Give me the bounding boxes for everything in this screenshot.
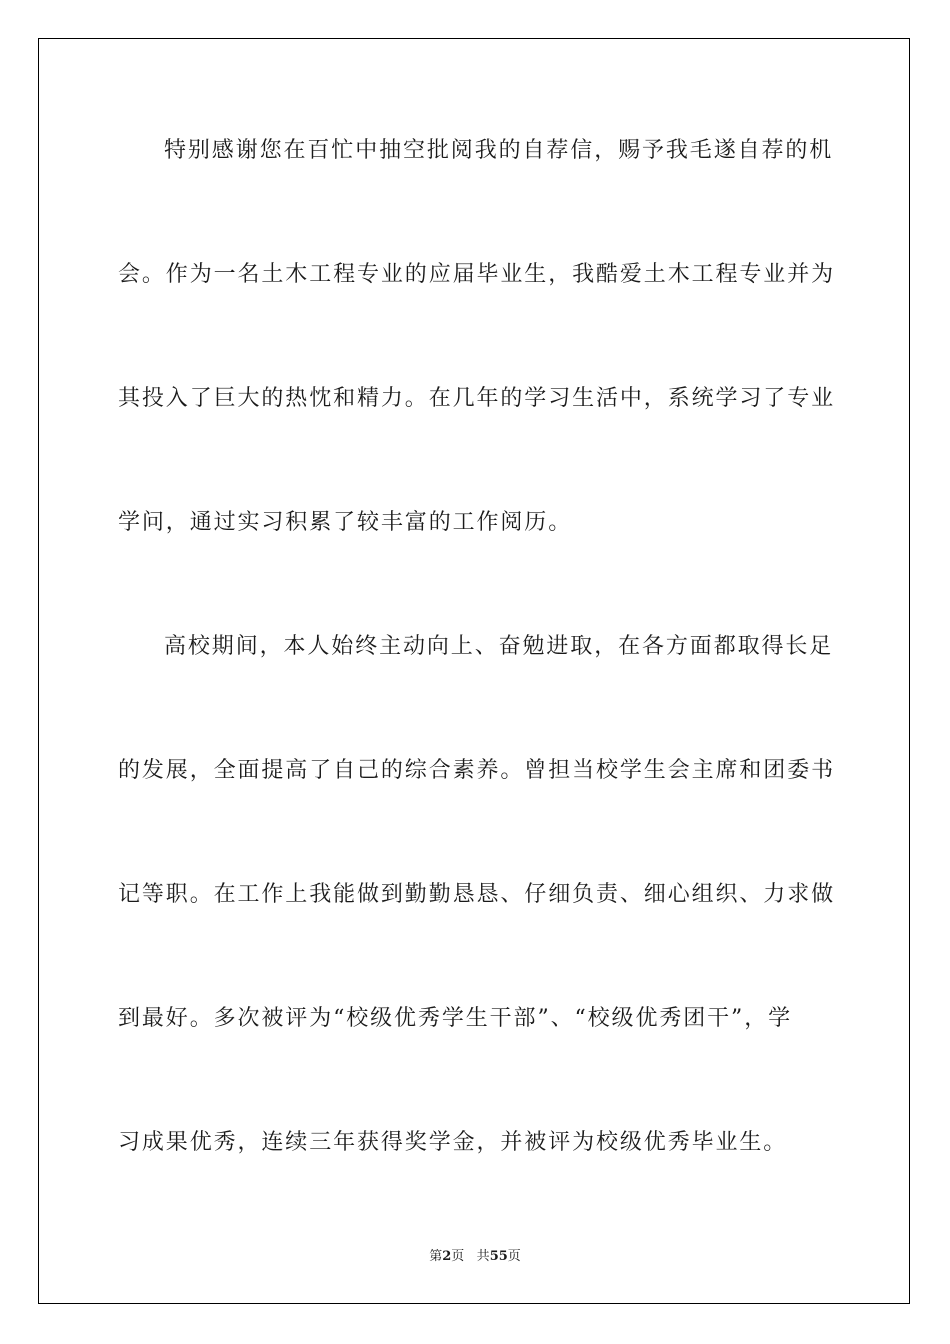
paragraph-line: 的发展，全面提高了自己的综合素养。曾担当校学生会主席和团委书 <box>118 758 836 783</box>
paragraph-line: 会。作为一名土木工程专业的应届毕业生，我酷爱土木工程专业并为 <box>118 262 836 287</box>
page-border <box>38 38 910 1304</box>
page-prefix: 第 <box>429 1249 443 1264</box>
paragraph-line: 记等职。在工作上我能做到勤勤恳恳、仔细负责、细心组织、力求做 <box>118 882 836 907</box>
page-number: 2 <box>442 1249 452 1264</box>
paragraph-line: 学问，通过实习积累了较丰富的工作阅历。 <box>118 510 573 535</box>
paragraph-line: 高校期间，本人始终主动向上、奋勉进取，在各方面都取得长足 <box>164 634 834 659</box>
total-prefix: 共 <box>476 1249 490 1264</box>
total-pages: 55 <box>489 1249 508 1264</box>
paragraph-line: 其投入了巨大的热忱和精力。在几年的学习生活中，系统学习了专业 <box>118 386 836 411</box>
total-suffix: 页 <box>507 1249 521 1264</box>
page-suffix: 页 <box>451 1249 465 1264</box>
paragraph-line: 习成果优秀，连续三年获得奖学金，并被评为校级优秀毕业生。 <box>118 1130 788 1155</box>
paragraph-line: 到最好。多次被评为“校级优秀学生干部”、“校级优秀团干”，学 <box>118 1006 792 1031</box>
page-footer <box>0 1249 950 1265</box>
paragraph-line: 特别感谢您在百忙中抽空批阅我的自荐信，赐予我毛遂自荐的机 <box>164 138 834 163</box>
